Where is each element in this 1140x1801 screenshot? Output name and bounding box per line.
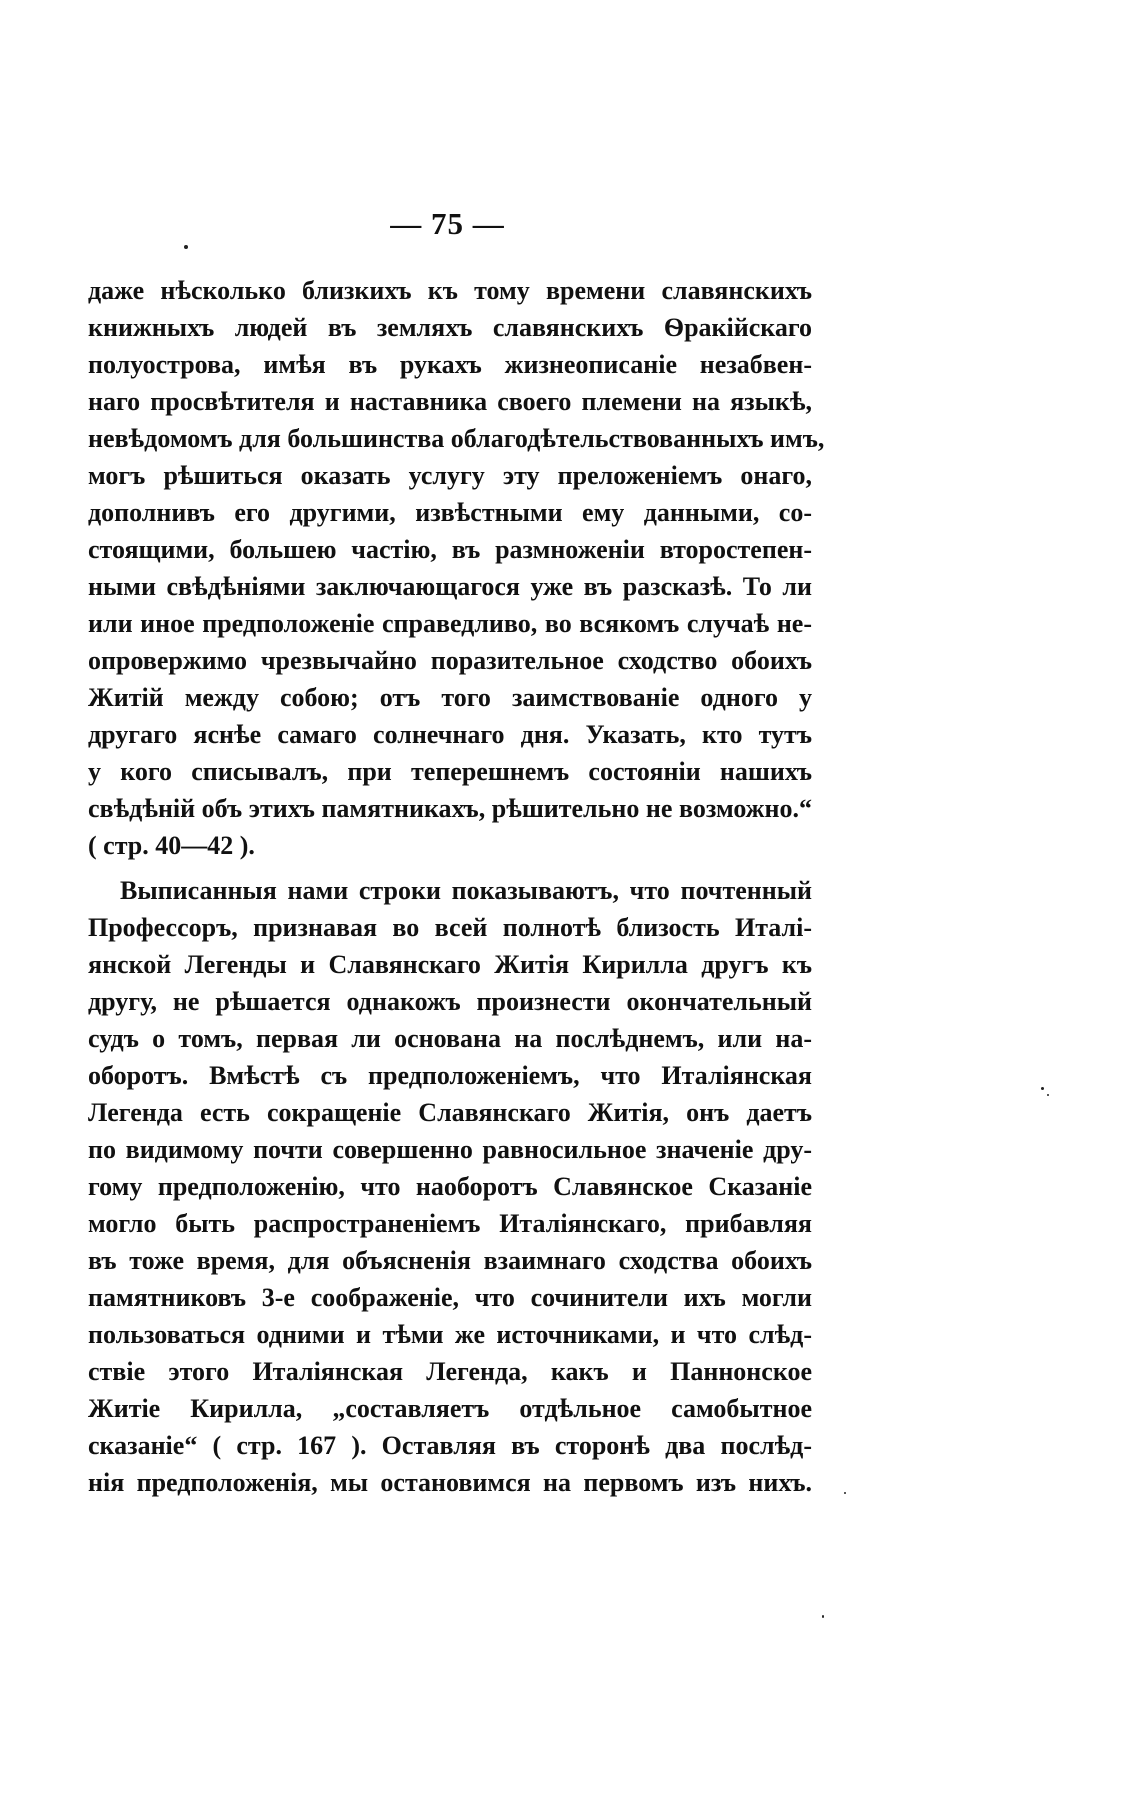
text-line: нія предположенія, мы остановимся на первомъ изъ нихъ. xyxy=(88,1468,812,1497)
body-text xyxy=(88,272,825,1501)
text-line: Житій между собою; отъ того заимствованіе одного у xyxy=(88,683,812,712)
text-line: могъ рѣшиться оказать услугу эту преложеніемъ онаго, xyxy=(88,461,812,490)
text-line: стоящими, большею частію, въ размноженіи второстепен- xyxy=(88,535,812,564)
text-line: Выписанныя нами строки показываютъ, что почтенный xyxy=(120,876,812,905)
text-line: памятниковъ 3-е соображеніе, что сочинители ихъ могли xyxy=(88,1283,812,1312)
paragraph-gap xyxy=(88,864,812,872)
text-line: свѣдѣній объ этихъ памятникахъ, рѣшительно не возможно.“ xyxy=(88,794,812,823)
paragraph-2 xyxy=(88,872,812,1501)
text-line: ствіе этого Италіянская Легенда, какъ и Паннонское xyxy=(88,1357,812,1386)
text-line: сказаніе“ ( стр. 167 ). Оставляя въ сторонѣ два послѣд- xyxy=(88,1431,812,1460)
text-line: другаго яснѣе самаго солнечнаго дня. Указать, кто тутъ xyxy=(88,720,812,749)
scan-speck xyxy=(822,1615,824,1618)
text-line: Профессоръ, признавая во всей полнотѣ близость Италі- xyxy=(88,913,812,942)
text-line: по видимому почти совершенно равносильное значеніе дру- xyxy=(88,1135,812,1164)
text-line: Легенда есть сокращеніе Славянскаго Житія, онъ даетъ xyxy=(88,1098,812,1127)
text-line: въ тоже время, для объясненія взаимнаго сходства обоихъ xyxy=(88,1246,812,1275)
text-line: могло быть распространеніемъ Италіянскаго, прибавляя xyxy=(88,1209,812,1238)
text-line: Житіе Кирилла, „составляетъ отдѣльное самобытное xyxy=(88,1394,812,1423)
text-line: у кого списывалъ, при теперешнемъ состояніи нашихъ xyxy=(88,757,812,786)
text-line: оборотъ. Вмѣстѣ съ предположеніемъ, что Италіянская xyxy=(88,1061,812,1090)
scan-speck xyxy=(184,245,188,249)
text-line: ( стр. 40—42 ). xyxy=(88,831,255,860)
text-line: дополнивъ его другими, извѣстными ему данными, со- xyxy=(88,498,812,527)
scan-speck xyxy=(844,1492,846,1494)
text-line: наго просвѣтителя и наставника своего племени на языкѣ, xyxy=(88,387,812,416)
text-line: книжныхъ людей въ земляхъ славянскихъ Ѳракійскаго xyxy=(88,313,812,342)
text-line: янской Легенды и Славянскаго Житія Кирилла другъ къ xyxy=(88,950,812,979)
text-line: даже нѣсколько близкихъ къ тому времени славянскихъ xyxy=(88,276,812,305)
text-line: ными свѣдѣніями заключающагося уже въ разсказѣ. То ли xyxy=(88,572,812,601)
text-line: опровержимо чрезвычайно поразительное сходство обоихъ xyxy=(88,646,812,675)
text-line: полуострова, имѣя въ рукахъ жизнеописаніе незабвен- xyxy=(88,350,812,379)
scan-speck xyxy=(1041,1087,1044,1090)
text-line: судъ о томъ, первая ли основана на послѣднемъ, или на- xyxy=(88,1024,812,1053)
scan-speck xyxy=(1047,1094,1049,1096)
text-line: другу, не рѣшается однакожъ произнести окончательный xyxy=(88,987,812,1016)
paragraph-1 xyxy=(88,272,825,864)
text-line: пользоваться одними и тѣми же источниками, и что слѣд- xyxy=(88,1320,812,1349)
page-number: — 75 — xyxy=(390,206,505,241)
text-line: невѣдомомъ для большинства облагодѣтельствованныхъ имъ, xyxy=(88,424,825,453)
text-line: или иное предположеніе справедливо, во всякомъ случаѣ не- xyxy=(88,609,812,638)
text-line: гому предположенію, что наоборотъ Славянское Сказаніе xyxy=(88,1172,812,1201)
